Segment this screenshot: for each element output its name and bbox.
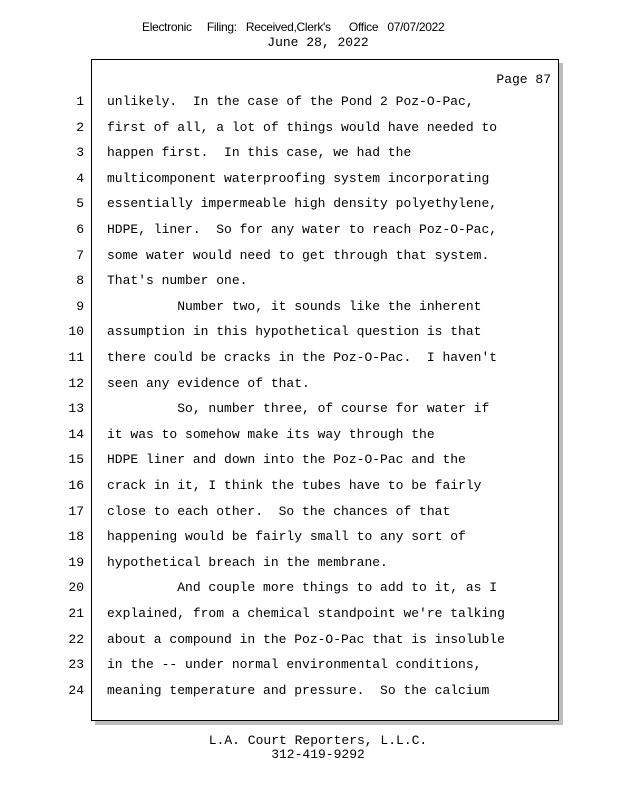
filing-stamp: Electronic Filing: Received,Clerk's Office 07/07/2022 bbox=[142, 20, 445, 34]
transcript-line bbox=[0, 120, 618, 145]
transcript-line bbox=[0, 606, 618, 631]
transcript-line bbox=[0, 427, 618, 452]
line-text: seen any evidence of that. bbox=[107, 375, 310, 391]
line-text: happen first. In this case, we had the bbox=[107, 145, 412, 161]
transcript-line bbox=[0, 222, 618, 247]
line-number: 3 bbox=[76, 145, 84, 161]
line-text: meaning temperature and pressure. So the calcium bbox=[107, 682, 490, 698]
transcript-line bbox=[0, 401, 618, 426]
transcript-line bbox=[0, 145, 618, 170]
transcript-line bbox=[0, 248, 618, 273]
line-number: 13 bbox=[68, 401, 84, 417]
line-number: 24 bbox=[68, 682, 84, 698]
line-text: there could be cracks in the Poz-O-Pac. I haven't bbox=[107, 350, 498, 365]
line-number: 22 bbox=[68, 631, 84, 647]
line-text: unlikely. In the case of the Pond 2 Poz-O-Pac, bbox=[107, 94, 474, 109]
line-text: in the -- under normal environmental conditions, bbox=[107, 657, 482, 673]
line-text: And couple more things to add to it, as I bbox=[107, 580, 498, 596]
line-text: multicomponent waterproofing system incorporating bbox=[107, 170, 490, 186]
page-number: Page 87 bbox=[496, 72, 551, 87]
line-text: Number two, it sounds like the inherent bbox=[107, 298, 482, 314]
line-number: 1 bbox=[76, 94, 84, 109]
transcript-line bbox=[0, 324, 618, 349]
transcript-line bbox=[0, 171, 618, 196]
line-text: That's number one. bbox=[107, 273, 248, 289]
line-text: essentially impermeable high density polyethylene, bbox=[107, 196, 498, 212]
line-text: about a compound in the Poz-O-Pac that is insoluble bbox=[107, 631, 505, 647]
line-number: 18 bbox=[68, 529, 84, 545]
line-text: hypothetical breach in the membrane. bbox=[107, 554, 388, 570]
transcript-line bbox=[0, 478, 618, 503]
line-number: 14 bbox=[68, 426, 84, 442]
line-number: 5 bbox=[76, 196, 84, 212]
line-number: 21 bbox=[68, 606, 84, 621]
line-text: it was to somehow make its way through the bbox=[107, 426, 435, 442]
line-number: 7 bbox=[76, 247, 84, 263]
transcript-line bbox=[0, 683, 618, 708]
line-number: 17 bbox=[68, 503, 84, 519]
line-text: explained, from a chemical standpoint we're talking bbox=[107, 606, 505, 621]
line-number: 9 bbox=[76, 298, 84, 314]
line-text: crack in it, I think the tubes have to be fairly bbox=[107, 478, 482, 493]
reporter-phone: 312-419-9292 bbox=[271, 747, 365, 762]
transcript-line bbox=[0, 376, 618, 401]
transcript-line bbox=[0, 580, 618, 605]
transcript-line bbox=[0, 555, 618, 580]
line-text: close to each other. So the chances of that bbox=[107, 503, 451, 519]
line-text: assumption in this hypothetical question is that bbox=[107, 324, 482, 340]
line-number: 8 bbox=[76, 273, 84, 289]
line-number: 2 bbox=[76, 119, 84, 135]
line-number: 19 bbox=[68, 554, 84, 570]
transcript-line bbox=[0, 196, 618, 221]
line-text: happening would be fairly small to any sort of bbox=[107, 529, 466, 545]
line-text: HDPE liner and down into the Poz-O-Pac and the bbox=[107, 452, 466, 468]
line-number: 11 bbox=[68, 350, 84, 365]
transcript-line bbox=[0, 657, 618, 682]
line-text: So, number three, of course for water if bbox=[107, 401, 490, 417]
transcript-line bbox=[0, 299, 618, 324]
line-text: first of all, a lot of things would have needed to bbox=[107, 119, 498, 135]
line-number: 10 bbox=[68, 324, 84, 340]
line-number: 16 bbox=[68, 478, 84, 493]
line-text: some water would need to get through that system. bbox=[107, 247, 490, 263]
transcript-line bbox=[0, 273, 618, 298]
transcript-line bbox=[0, 632, 618, 657]
line-number: 15 bbox=[68, 452, 84, 468]
transcript-line bbox=[0, 452, 618, 477]
transcript-line bbox=[0, 504, 618, 529]
transcript-date: June 28, 2022 bbox=[267, 35, 369, 50]
line-number: 4 bbox=[76, 170, 84, 186]
line-number: 12 bbox=[68, 375, 84, 391]
reporter-company: L.A. Court Reporters, L.L.C. bbox=[208, 733, 428, 748]
transcript-line bbox=[0, 94, 618, 119]
line-number: 23 bbox=[68, 657, 84, 673]
transcript-line bbox=[0, 350, 618, 375]
line-number: 20 bbox=[68, 580, 84, 596]
transcript-line bbox=[0, 529, 618, 554]
line-text: HDPE, liner. So for any water to reach Poz-O-Pac, bbox=[107, 222, 498, 237]
line-number: 6 bbox=[76, 222, 84, 237]
